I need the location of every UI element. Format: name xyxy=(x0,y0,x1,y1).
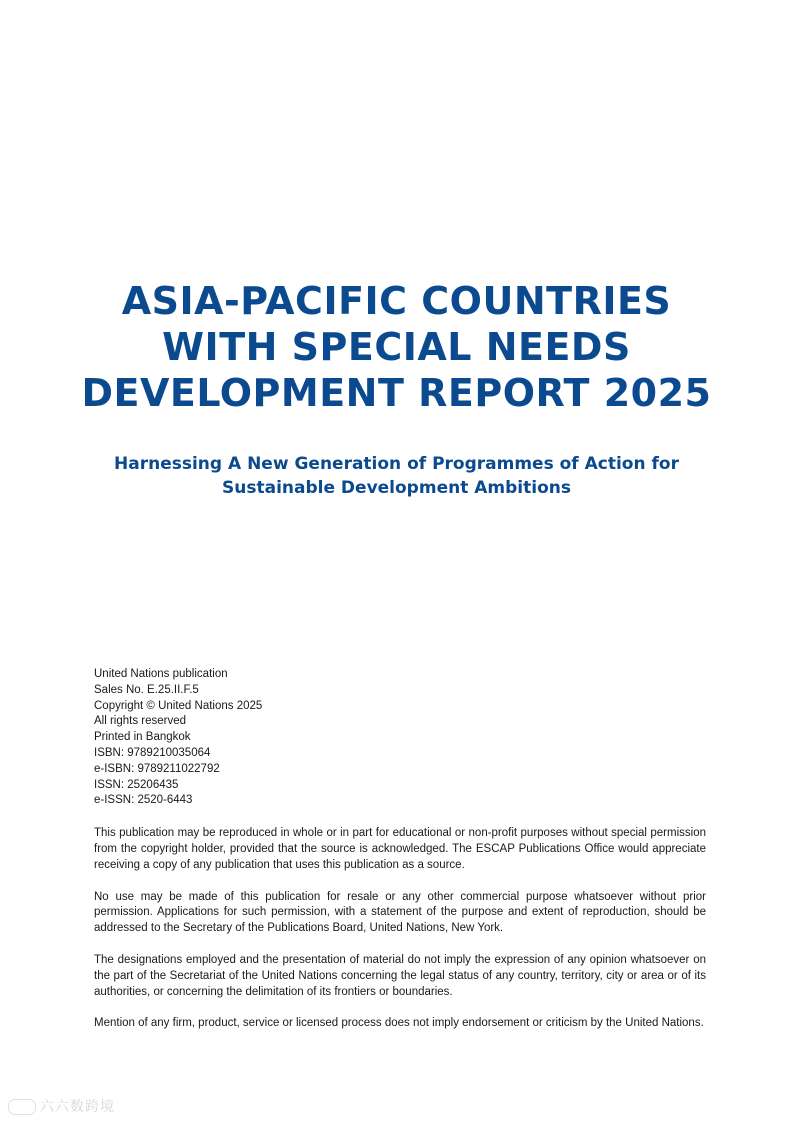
reproduction-notice: This publication may be reproduced in whole or in part for educational or non-profit purposes without special permission from the copyright holder, provided that the source is acknowledged. The ESCAP Publications Office would appreciate receiving a copy of any publication that uses this publication as a source. xyxy=(94,827,706,871)
publication-type: United Nations publication xyxy=(94,668,228,680)
isbn: ISBN: 9789210035064 xyxy=(94,746,211,759)
title-line-3: DEVELOPMENT REPORT 2025 xyxy=(81,371,712,415)
commercial-use-notice: No use may be made of this publication for resale or any other commercial purpose whatsoever without prior permission. Applications for such permission, with a statement of the purpose and extent of reproduction, should be addressed to the Secretary of the Publications Board, United Nations, New York. xyxy=(94,890,706,935)
issn: ISSN: 25206435 xyxy=(94,778,179,791)
title-line-2: WITH SPECIAL NEEDS xyxy=(162,325,631,369)
rights-line: All rights reserved xyxy=(94,715,187,728)
e-issn: e-ISSN: 2520-6443 xyxy=(94,794,193,807)
designations-disclaimer: The designations employed and the presentation of material do not imply the expression of any opinion whatsoever on the part of the Secretariat of the United Nations concerning the legal status of any country, territory, city or area or of its authorities, or concerning the delimitation of its frontiers or boundaries. xyxy=(94,953,706,998)
report-subtitle xyxy=(0,452,793,500)
watermark-logo-icon xyxy=(8,1099,36,1115)
copyright-line: Copyright © United Nations 2025 xyxy=(94,699,263,712)
title-line-1: ASIA-PACIFIC COUNTRIES xyxy=(121,279,672,323)
e-isbn: e-ISBN: 9789211022792 xyxy=(94,762,220,775)
watermark-text: 六六数跨境 xyxy=(40,1098,115,1114)
printed-location: Printed in Bangkok xyxy=(94,731,191,744)
report-title xyxy=(0,278,793,416)
subtitle-line-2: Sustainable Development Ambitions xyxy=(222,478,571,498)
sales-number: Sales No. E.25.II.F.5 xyxy=(94,683,199,696)
endorsement-disclaimer: Mention of any firm, product, service or licensed process does not imply endorsement or criticism by the United Nations. xyxy=(94,1017,704,1030)
publication-details xyxy=(94,667,706,1044)
subtitle-line-1: Harnessing A New Generation of Programmes of Action for xyxy=(114,454,679,474)
watermark xyxy=(8,1096,115,1116)
